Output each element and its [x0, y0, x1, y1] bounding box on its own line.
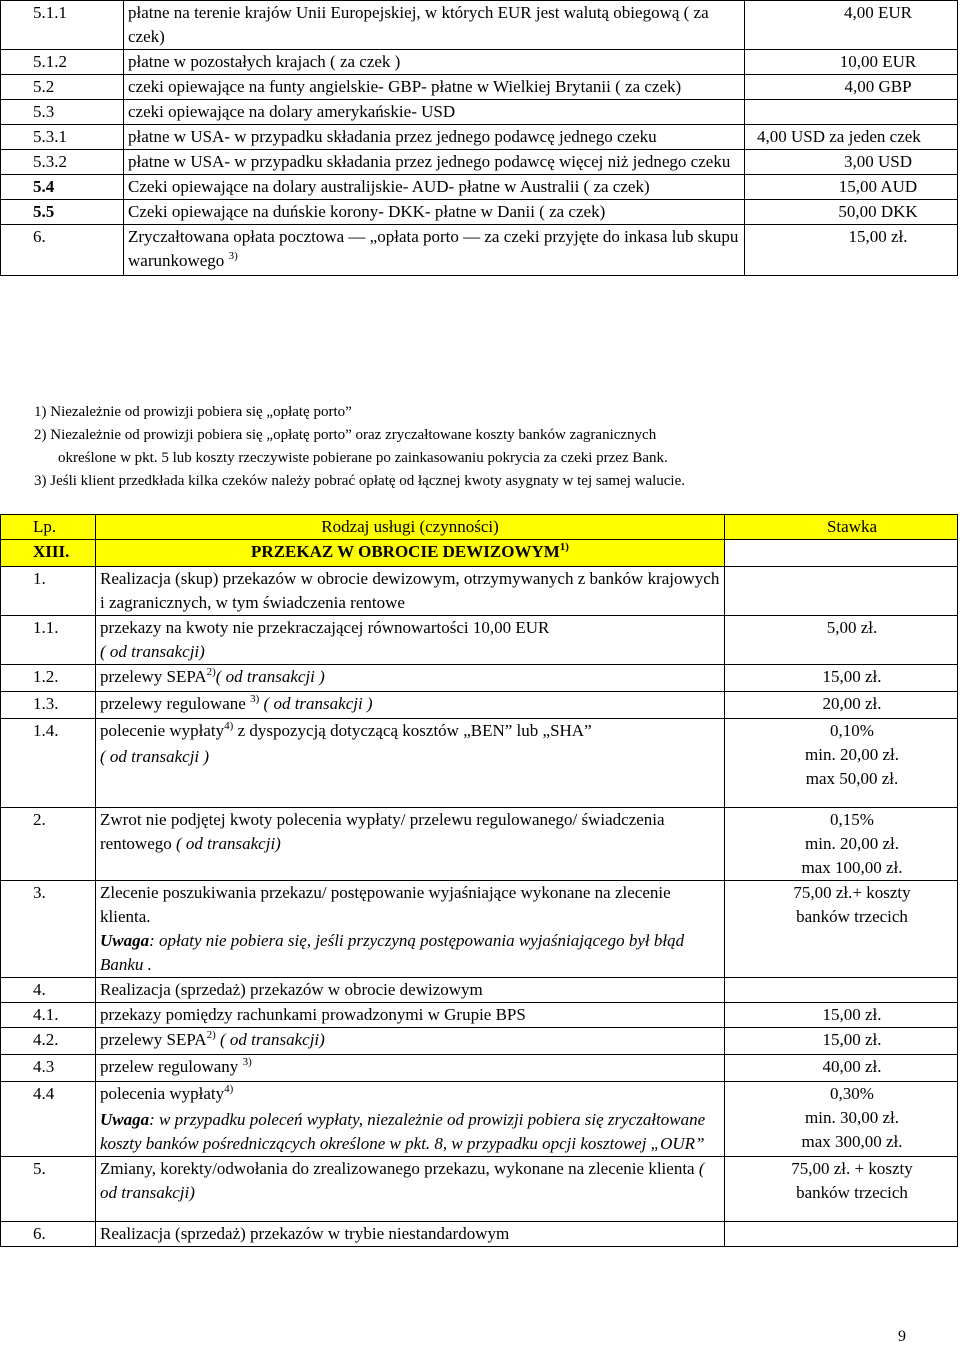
row-description: Czeki opiewające na dolary australijskie- AUD- płatne w Australii ( za czek)	[124, 175, 745, 200]
table-row	[1, 175, 958, 200]
table-row: 4.1. przekazy pomiędzy rachunkami prowadzonymi w Grupie BPS 15,00 zł.	[1, 1003, 958, 1028]
table-row	[1, 225, 958, 276]
row-description: płatne w USA- w przypadku składania przez jednego podawcę więcej niż jednego czeku	[124, 150, 745, 175]
table-header-row	[1, 515, 958, 540]
table-row	[1, 1, 958, 50]
row-value: 15,00 zł.	[745, 225, 958, 276]
row-number: 5.1.2	[1, 50, 124, 75]
table-row	[1, 50, 958, 75]
table-row	[1, 150, 958, 175]
header-service: Rodzaj usługi (czynności)	[96, 515, 725, 540]
row-value: 10,00 EUR	[745, 50, 958, 75]
row-number: 5.3	[1, 100, 124, 125]
row-description: czeki opiewające na funty angielskie- GBP- płatne w Wielkiej Brytanii ( za czek)	[124, 75, 745, 100]
row-description: Czeki opiewające na duńskie korony- DKK- płatne w Danii ( za czek)	[124, 200, 745, 225]
row-number: 5.2	[1, 75, 124, 100]
row-number: 5.5	[1, 200, 124, 225]
row-description: płatne w USA- w przypadku składania przez jednego podawcę jednego czeku	[124, 125, 745, 150]
footnotes	[34, 401, 934, 493]
table-row	[1, 75, 958, 100]
table-row: 5. Zmiany, korekty/odwołania do zrealizowanego przekazu, wykonane na zlecenie klienta ( od transakcji) 75,00 zł. + koszty banków trzecich	[1, 1157, 958, 1222]
row-number: 6.	[1, 225, 124, 276]
table-row: 1.1. przekazy na kwoty nie przekraczającej równowartości 10,00 EUR ( od transakcji) 5,00 zł.	[1, 616, 958, 665]
table-row: 3. Zlecenie poszukiwania przekazu/ postępowanie wyjaśniające wykonane na zlecenie klienta. Uwaga: opłaty nie pobiera się, jeśli przyczyną postępowania wyjaśniającego był błąd Banku . 75,00 zł.+ koszty banków trzecich	[1, 881, 958, 978]
table-row: 1.3. przelewy regulowane $^{3)}$ ( od transakcji ) 20,00 zł.	[1, 692, 958, 719]
row-number: 5.4	[1, 175, 124, 200]
row-value: 3,00 USD	[745, 150, 958, 175]
table-row	[1, 100, 958, 125]
transfer-fees-table	[0, 514, 958, 1247]
footnote-1: 1) Niezależnie od prowizji pobiera się „opłatę porto”	[34, 404, 352, 420]
section-number: XIII.	[1, 540, 96, 567]
table-row: 4.4 polecenia wypłaty$^{4)}$ Uwaga: w przypadku poleceń wypłaty, niezależnie od prowizji pobiera się zryczałtowane koszty banków pośredniczących określone w pkt. 8, w przypadku opcji kosztowej „OUR” 0,30% min. 30,00 zł. max 300,00 zł.	[1, 1082, 958, 1157]
table-row: 4.2. przelewy SEPA$^{2)}$ ( od transakcji) 15,00 zł.	[1, 1028, 958, 1055]
table-row: 6. Realizacja (sprzedaż) przekazów w trybie niestandardowym	[1, 1222, 958, 1247]
table-row: 1.4. polecenie wypłaty$^{4)}$ z dyspozycją dotyczącą kosztów „BEN” lub „SHA” ( od transakcji ) 0,10% min. 20,00 zł. max 50,00 zł.	[1, 719, 958, 808]
row-description: Zryczałtowana opłata pocztowa ― „opłata porto ― za czeki przyjęte do inkasa lub skupu warunkowego $^{3)}$	[124, 225, 745, 276]
table-row: 1.2. przelewy SEPA$^{2)}$( od transakcji ) 15,00 zł.	[1, 665, 958, 692]
row-value: 4,00 GBP	[745, 75, 958, 100]
table-row	[1, 125, 958, 150]
table-row: 4.3 przelew regulowany $^{3)}$ 40,00 zł.	[1, 1055, 958, 1082]
row-value	[745, 100, 958, 125]
section-row	[1, 540, 958, 567]
row-value: 4,00 USD za jeden czek	[745, 125, 958, 150]
header-rate: Stawka	[725, 515, 958, 540]
row-description: płatne na terenie krajów Unii Europejskiej, w których EUR jest walutą obiegową ( za czek)	[124, 1, 745, 50]
row-value: 15,00 AUD	[745, 175, 958, 200]
row-number: 5.1.1	[1, 1, 124, 50]
row-description: płatne w pozostałych krajach ( za czek )	[124, 50, 745, 75]
footnote-3: 3) Jeśli klient przedkłada kilka czeków należy pobrać opłatę od łącznej kwoty asygnaty w tej samej walucie.	[34, 473, 686, 489]
row-number: 5.3.2	[1, 150, 124, 175]
footnote-2-continued: określone w pkt. 5 lub koszty rzeczywiste pobierane po zainkasowaniu pokrycia za czeki przez Bank.	[58, 450, 668, 466]
table-row: 1. Realizacja (skup) przekazów w obrocie dewizowym, otrzymywanych z banków krajowych i zagranicznych, w tym świadczenia rentowe	[1, 567, 958, 616]
footnote-2: 2) Niezależnie od prowizji pobiera się „opłatę porto” oraz zryczałtowane koszty banków zagranicznych	[34, 427, 657, 443]
table-row: 2. Zwrot nie podjętej kwoty polecenia wypłaty/ przelewu regulowanego/ świadczenia rentowego ( od transakcji) 0,15% min. 20,00 zł. max 100,00 zł.	[1, 808, 958, 881]
row-value: 4,00 EUR	[745, 1, 958, 50]
page-number: 9	[898, 1328, 906, 1345]
table-row	[1, 200, 958, 225]
cheque-fees-table	[0, 0, 958, 276]
row-description: czeki opiewające na dolary amerykańskie- USD	[124, 100, 745, 125]
row-value: 50,00 DKK	[745, 200, 958, 225]
row-number: 5.3.1	[1, 125, 124, 150]
table-row: 4. Realizacja (sprzedaż) przekazów w obrocie dewizowym	[1, 978, 958, 1003]
section-title: PRZEKAZ W OBROCIE DEWIZOWYM$^{1)}$	[96, 540, 725, 567]
header-lp: Lp.	[1, 515, 96, 540]
